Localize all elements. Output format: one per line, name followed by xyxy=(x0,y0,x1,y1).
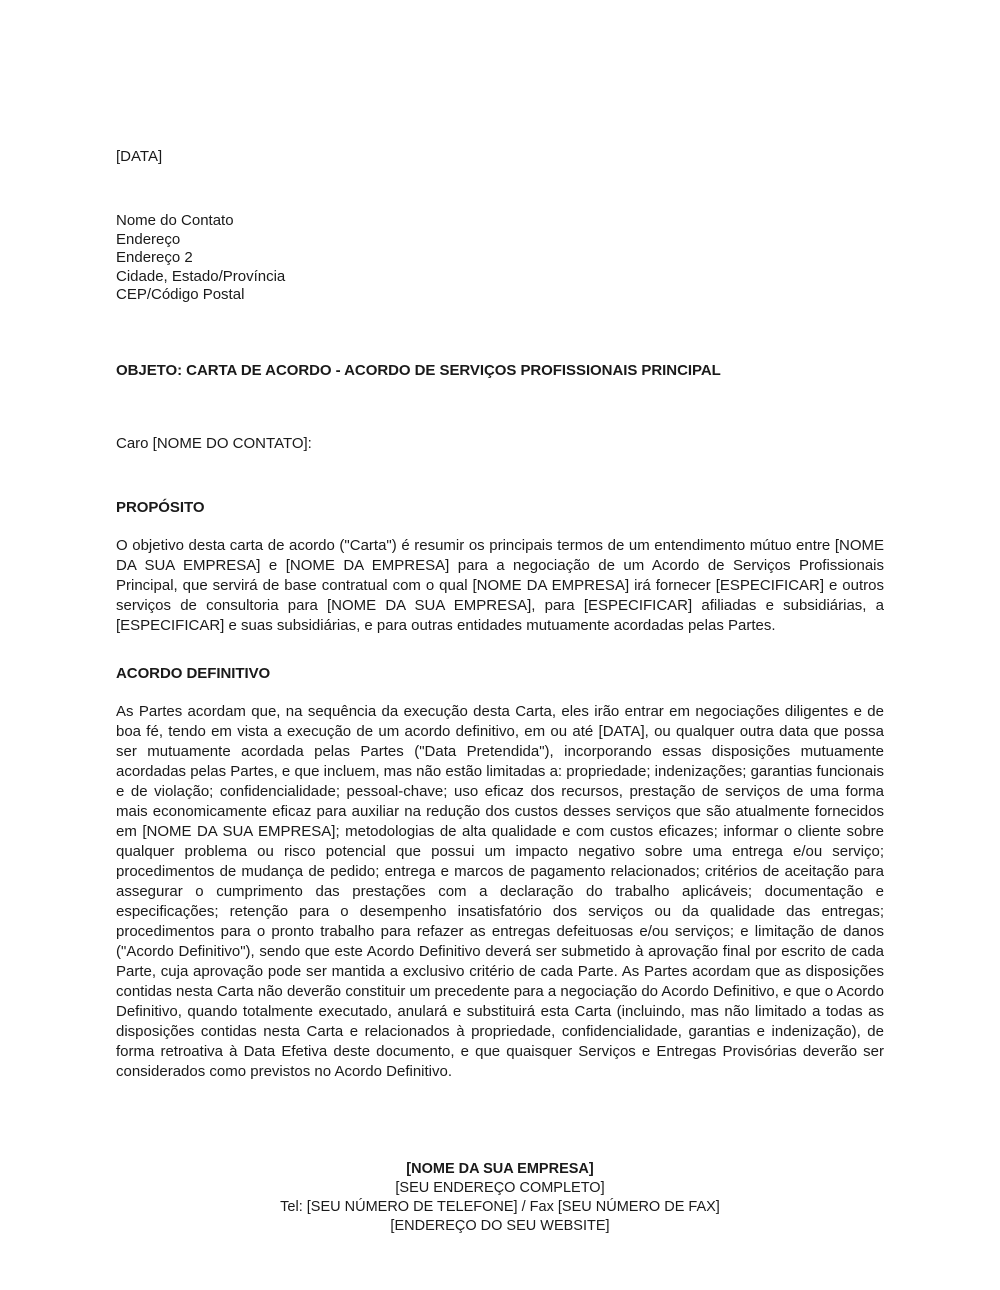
recipient-line-name: Nome do Contato xyxy=(116,212,234,229)
section-heading-acordo-definitivo: ACORDO DEFINITIVO xyxy=(116,664,271,682)
section-acordo-definitivo xyxy=(116,664,884,1082)
recipient-line-address2: Endereço 2 xyxy=(116,249,193,266)
recipient-line-address1: Endereço xyxy=(116,230,181,248)
footer-website: [ENDEREÇO DO SEU WEBSITE] xyxy=(390,1218,610,1234)
footer-address: [SEU ENDEREÇO COMPLETO] xyxy=(395,1180,605,1196)
section-body-proposito: O objetivo desta carta de acordo ("Carta") é resumir os principais termos de um entendimento mútuo entre [NOME DA SUA EMPRESA] e [NOME DA EMPRESA] para a negociação de um Acordo de Serviços Profissionais Principal, que servirá de base contratual com o qual [NOME DA EMPRESA] irá fornecer [ESPECIFICAR] e outros serviços de consultoria para [NOME DA SUA EMPRESA], para [ESPECIFICAR] afiliadas e subsidiárias, a [ESPECIFICAR] e suas subsidiárias, e para outras entidades mutuamente acordadas pelas Partes. xyxy=(116,536,884,634)
footer-company-name: [NOME DA SUA EMPRESA] xyxy=(406,1161,594,1177)
subject-line: OBJETO: CARTA DE ACORDO - ACORDO DE SERVIÇOS PROFISSIONAIS PRINCIPAL xyxy=(116,361,721,379)
letter-footer xyxy=(0,1160,1000,1236)
recipient-address-block xyxy=(116,212,884,305)
letter-content xyxy=(116,147,884,1082)
spacer-before-purpose xyxy=(116,453,884,498)
spacer-acordo-heading xyxy=(116,683,884,702)
spacer-proposito-heading xyxy=(116,517,884,536)
section-heading-proposito: PROPÓSITO xyxy=(116,498,205,516)
spacer-between-sections xyxy=(116,636,884,664)
section-proposito xyxy=(116,498,884,636)
date-field: [DATA] xyxy=(116,148,163,165)
section-body-acordo-definitivo: As Partes acordam que, na sequência da execução desta Carta, eles irão entrar em negociações diligentes e de boa fé, tendo em vista a execução de um acordo definitivo, em ou até [DATA], ou qualquer outra data que possa ser mutuamente acordada pelas Partes ("Data Pretendida"), incorporando essas disposições mutuamente acordadas pelas Partes, e que incluem, mas não estão limitadas a: propriedade; indenizações; garantias funcionais e de violação; confidencialidade; pessoal-chave; uso eficaz dos recursos, prestação de serviços de uma forma mais economicamente eficaz para auxiliar na redução dos custos desses serviços que são atualmente fornecidos em [NOME DA SUA EMPRESA]; metodologias de alta qualidade e com custos eficazes; informar o cliente sobre qualquer problema ou risco potencial que possui um impacto negativo sobre uma entrega e/ou serviço; procedimentos de mudança de pedido; entrega e marcos de pagamento relacionados; critérios de aceitação para assegurar o cumprimento das prestações com a declaração do trabalho aplicáveis; documentação e especificações; retenção para o desempenho insatisfatório dos serviços ou da qualidade das entregas; procedimentos para o pronto trabalho para refazer as entregas defeituosas e/ou serviços; e limitação de danos ("Acordo Definitivo"), sendo que este Acordo Definitivo deverá ser submetido à aprovação final por escrito de cada Parte, cuja aprovação pode ser mantida a exclusivo critério de cada Parte. As Partes acordam que as disposições contidas nesta Carta não deverão constituir um precedente para a negociação do Acordo Definitivo, e que o Acordo Definitivo, quando totalmente executado, anulará e substituirá esta Carta (incluindo, mas não limitado a todas as disposições contidas nesta Carta e relacionados à propriedade, confidencialidade, garantias e indenização), de forma retroativa à Data Efetiva deste documento, e que quaisquer Serviços e Entregas Provisórias deverão ser considerados como previstos no Acordo Definitivo. xyxy=(116,702,884,1080)
salutation: Caro [NOME DO CONTATO]: xyxy=(116,434,312,452)
footer-phone-fax: Tel: [SEU NÚMERO DE TELEFONE] / Fax [SEU NÚMERO DE FAX] xyxy=(280,1199,720,1215)
recipient-line-city-state: Cidade, Estado/Província xyxy=(116,267,286,285)
recipient-line-postal-code: CEP/Código Postal xyxy=(116,286,245,303)
